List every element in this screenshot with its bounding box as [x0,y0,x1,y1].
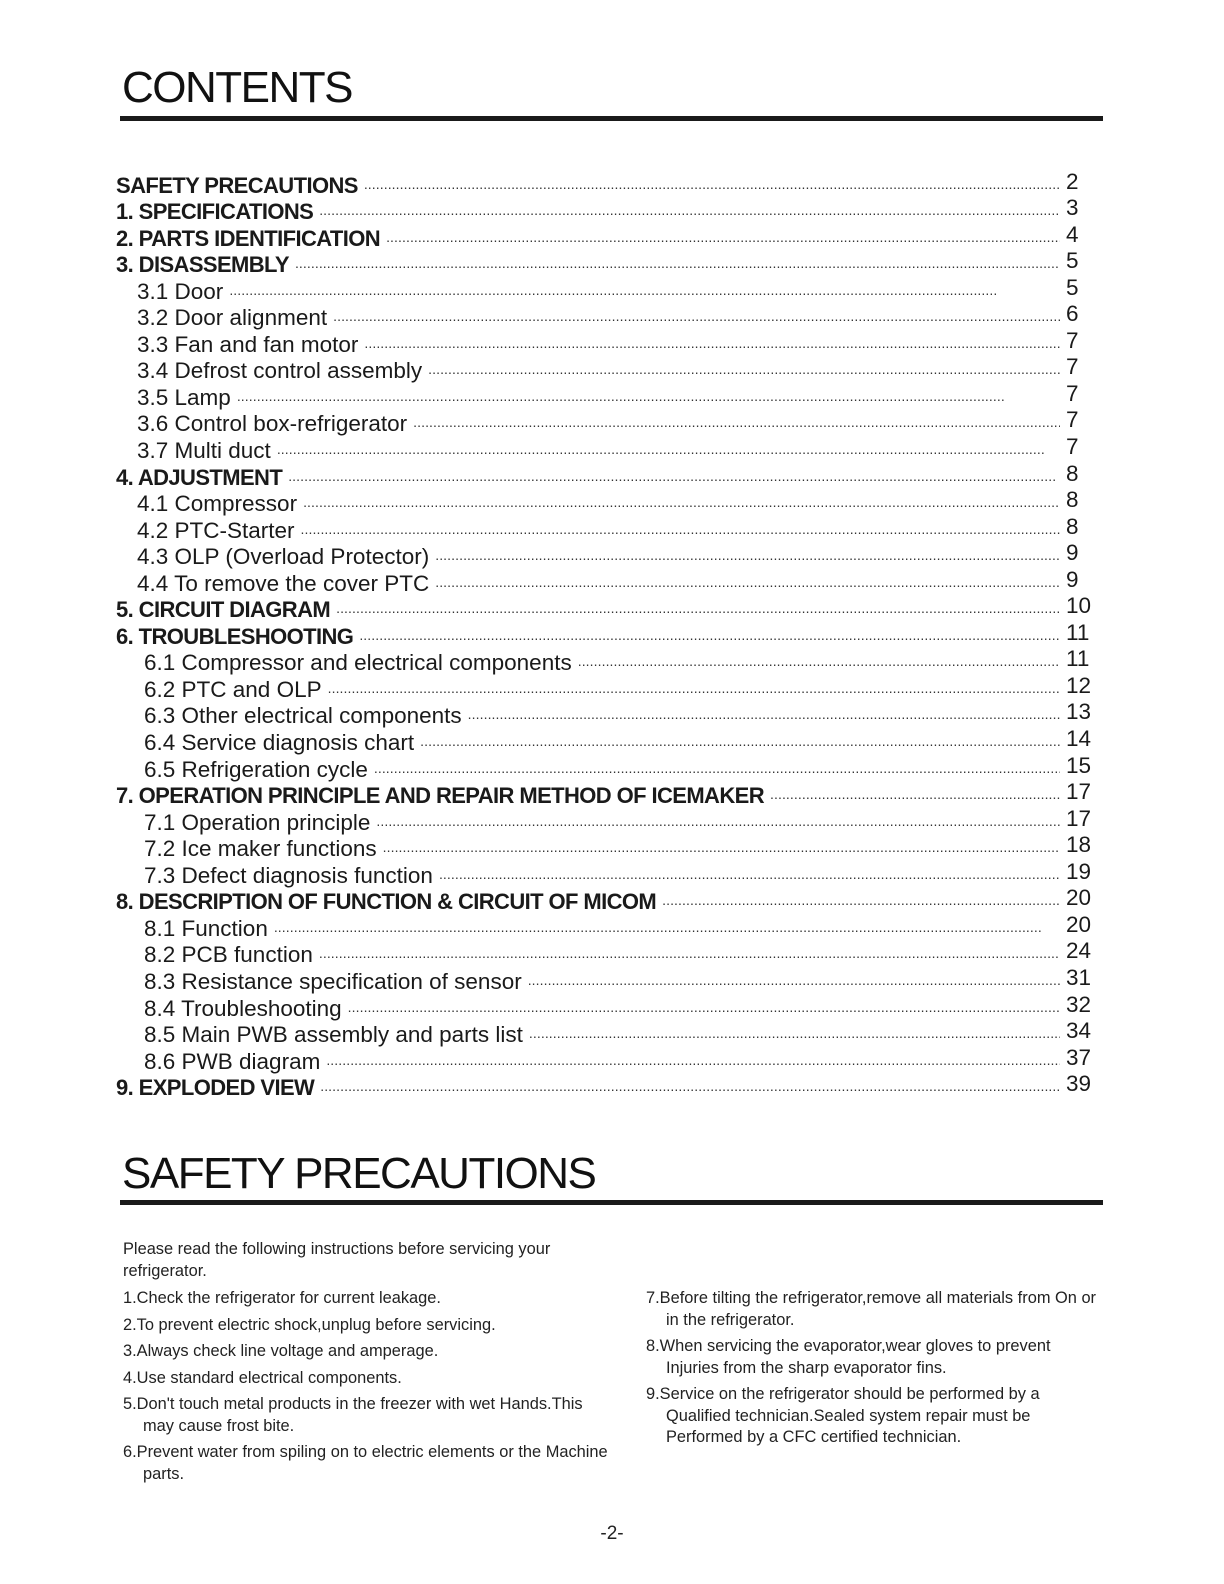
safety-item: 6.Prevent water from spiling on to electric elements or the Machine parts. [123,1443,608,1483]
toc-entry-title: 6.2 PTC and OLP [144,676,322,702]
toc-entry-title: 3.3 Fan and fan motor [137,331,359,357]
toc-entry [116,836,1096,863]
toc-dot-leader [435,571,1060,597]
toc-entry-title: 3.6 Control box-refrigerator [137,411,408,437]
toc-entry-title: 6. TROUBLESHOOTING [116,623,354,649]
toc-entry-page: 17 [1066,809,1092,831]
toc-dot-leader [320,1075,1060,1101]
toc-dot-leader [529,1022,1060,1048]
toc-dot-leader [303,491,1060,517]
toc-entry [116,597,1096,624]
toc-entry [116,199,1096,226]
toc-entry-page: 10 [1066,596,1092,619]
toc-entry-title: 9. EXPLODED VIEW [116,1075,315,1101]
toc-dot-leader [413,411,1060,437]
toc-entry-title: 1. SPECIFICATIONS [116,199,314,225]
toc-entry-title: SAFETY PRECAUTIONS [116,172,358,198]
toc-dot-leader [662,889,1060,915]
toc-entry-page: 9 [1066,543,1079,566]
toc-entry-page: 3 [1066,198,1079,221]
toc-entry-page: 7 [1066,437,1079,460]
toc-dot-leader [348,996,1060,1022]
toc-entry-title: 3. DISASSEMBLY [116,252,289,278]
toc-entry-title: 8.4 Troubleshooting [144,995,342,1021]
toc-entry-title: 7.3 Defect diagnosis function [144,862,433,888]
toc-entry-page: 11 [1066,649,1090,672]
toc-dot-leader [328,677,1060,703]
toc-entry-page: 15 [1066,756,1092,778]
toc-entry [116,570,1096,597]
toc-entry [116,729,1096,756]
toc-entry [116,1048,1096,1075]
toc-entry-page: 14 [1066,729,1092,752]
toc-entry-page: 34 [1066,1021,1092,1044]
toc-entry-page: 37 [1066,1048,1092,1070]
toc-entry [116,172,1096,199]
toc-dot-leader [319,942,1060,968]
toc-entry-title: 3.5 Lamp [137,384,231,410]
toc-entry [116,676,1096,703]
toc-entry-title: 4.1 Compressor [137,491,298,517]
toc-entry-page: 20 [1066,888,1092,911]
safety-left-column [123,1239,613,1490]
safety-right-column [646,1288,1106,1454]
safety-item: 1.Check the refrigerator for current leakage. [123,1289,441,1307]
toc-dot-leader [359,624,1060,650]
safety-item: 9.Service on the refrigerator should be performed by a Qualified technician.Sealed system repair must be Performed by a CFC certified technician. [646,1385,1040,1446]
toc-entry [116,517,1096,544]
toc-entry-page: 19 [1066,862,1092,884]
toc-entry [116,278,1096,305]
toc-entry-title: 8.1 Function [144,915,268,941]
toc-entry-title: 4.2 PTC-Starter [137,517,295,543]
toc-entry-title: 7. OPERATION PRINCIPLE AND REPAIR METHOD OF ICEMAKER [116,783,764,809]
safety-item: 8.When servicing the evaporator,wear gloves to prevent Injuries from the sharp evaporator fins. [646,1337,1051,1377]
toc-entry-page: 11 [1066,623,1090,645]
toc-dot-leader [770,783,1060,809]
toc-entry [116,968,1096,995]
toc-entry-title: 2. PARTS IDENTIFICATION [116,225,381,251]
toc-dot-leader [277,438,1060,464]
toc-dot-leader [428,358,1060,384]
toc-dot-leader [326,1049,1060,1075]
toc-entry-title: 6.4 Service diagnosis chart [144,730,415,756]
toc-entry-page: 20 [1066,915,1092,937]
contents-divider [120,116,1103,121]
toc-entry [116,437,1096,464]
toc-dot-leader [439,863,1060,889]
toc-entry-page: 39 [1066,1074,1092,1097]
toc-entry-page: 4 [1066,225,1079,247]
toc-entry [116,889,1096,916]
toc-entry-title: 4.3 OLP (Overload Protector) [137,544,430,570]
toc-entry-page: 8 [1066,490,1079,513]
toc-dot-leader [237,385,1060,411]
toc-entry-title: 6.5 Refrigeration cycle [144,756,368,782]
toc-entry-page: 2 [1066,172,1079,194]
page-number: -2- [600,1523,624,1544]
toc-entry-title: 6.3 Other electrical components [144,703,462,729]
toc-dot-leader [383,836,1060,862]
toc-dot-leader [578,650,1060,676]
toc-entry [116,358,1096,385]
toc-entry-title: 8.6 PWB diagram [144,1048,321,1074]
toc-entry-title: 8.2 PCB function [144,942,313,968]
toc-entry-title: 7.1 Operation principle [144,809,371,835]
toc-dot-leader [301,518,1060,544]
toc-entry-title: 4. ADJUSTMENT [116,464,283,490]
toc-entry-page: 8 [1066,517,1079,539]
toc-dot-leader [420,730,1060,756]
toc-entry-page: 7 [1066,357,1079,380]
toc-entry [116,756,1096,783]
toc-entry-page: 5 [1066,278,1079,300]
toc-dot-leader [435,544,1060,570]
table-of-contents [116,172,1096,1101]
toc-entry-page: 24 [1066,941,1092,964]
toc-entry [116,623,1096,650]
toc-dot-leader [528,969,1060,995]
toc-entry [116,862,1096,889]
toc-entry [116,783,1096,810]
toc-dot-leader [274,916,1060,942]
toc-entry-page: 5 [1066,251,1079,274]
toc-entry-title: 3.4 Defrost control assembly [137,358,423,384]
toc-entry [116,942,1096,969]
contents-heading: CONTENTS [122,63,352,112]
toc-dot-leader [288,465,1060,491]
toc-dot-leader [333,305,1060,331]
toc-entry-page: 31 [1066,968,1092,990]
toc-entry [116,491,1096,518]
toc-entry [116,1075,1096,1102]
toc-entry-page: 7 [1066,410,1079,433]
toc-entry-page: 18 [1066,835,1092,858]
toc-entry-title: 6.1 Compressor and electrical components [144,650,572,676]
toc-entry [116,650,1096,677]
toc-entry-title: 8.5 Main PWB assembly and parts list [144,1022,523,1048]
toc-entry-title: 3.2 Door alignment [137,305,328,331]
toc-dot-leader [376,810,1060,836]
toc-entry-page: 7 [1066,384,1079,406]
toc-entry [116,411,1096,438]
toc-dot-leader [319,199,1060,225]
toc-entry-title: 3.7 Multi duct [137,438,271,464]
toc-entry-page: 9 [1066,570,1079,592]
safety-item: 2.To prevent electric shock,unplug before servicing. [123,1315,496,1334]
toc-entry-page: 32 [1066,994,1092,1017]
toc-entry [116,252,1096,279]
toc-entry-page: 7 [1066,331,1079,353]
safety-item: 7.Before tilting the refrigerator,remove all materials from On or in the refrigerator. [646,1289,1097,1329]
toc-entry-page: 6 [1066,304,1079,327]
safety-heading: SAFETY PRECAUTIONS [122,1149,596,1198]
safety-intro: Please read the following instructions before servicing your refrigerator. [123,1240,551,1280]
toc-dot-leader [386,226,1060,252]
toc-entry-page: 8 [1066,464,1079,486]
toc-entry [116,544,1096,571]
toc-entry-page: 12 [1066,676,1092,698]
toc-entry [116,915,1096,942]
toc-entry-title: 5. CIRCUIT DIAGRAM [116,597,331,623]
toc-entry-title: 3.1 Door [137,278,224,304]
toc-entry-title: 8. DESCRIPTION OF FUNCTION & CIRCUIT OF MICOM [116,889,657,915]
toc-entry [116,995,1096,1022]
toc-dot-leader [468,703,1060,729]
toc-dot-leader [336,597,1060,623]
toc-dot-leader [295,252,1060,278]
toc-dot-leader [364,332,1060,358]
toc-entry-title: 8.3 Resistance specification of sensor [144,968,522,994]
safety-item: 5.Don't touch metal products in the freezer with wet Hands.This may cause frost bite. [123,1395,583,1435]
toc-entry-page: 17 [1066,782,1092,805]
safety-item: 3.Always check line voltage and amperage. [123,1342,439,1360]
toc-entry [116,305,1096,332]
toc-dot-leader [374,757,1060,783]
toc-dot-leader [229,279,1060,305]
toc-entry [116,1022,1096,1049]
toc-entry [116,384,1096,411]
toc-entry [116,809,1096,836]
safety-item: 4.Use standard electrical components. [123,1368,402,1387]
toc-entry [116,464,1096,491]
toc-entry [116,331,1096,358]
toc-dot-leader [364,173,1060,199]
toc-entry-title: 4.4 To remove the cover PTC [137,570,430,596]
toc-entry [116,225,1096,252]
toc-entry-page: 13 [1066,702,1092,725]
toc-entry-title: 7.2 Ice maker functions [144,836,377,862]
safety-divider [120,1200,1103,1205]
toc-entry [116,703,1096,730]
